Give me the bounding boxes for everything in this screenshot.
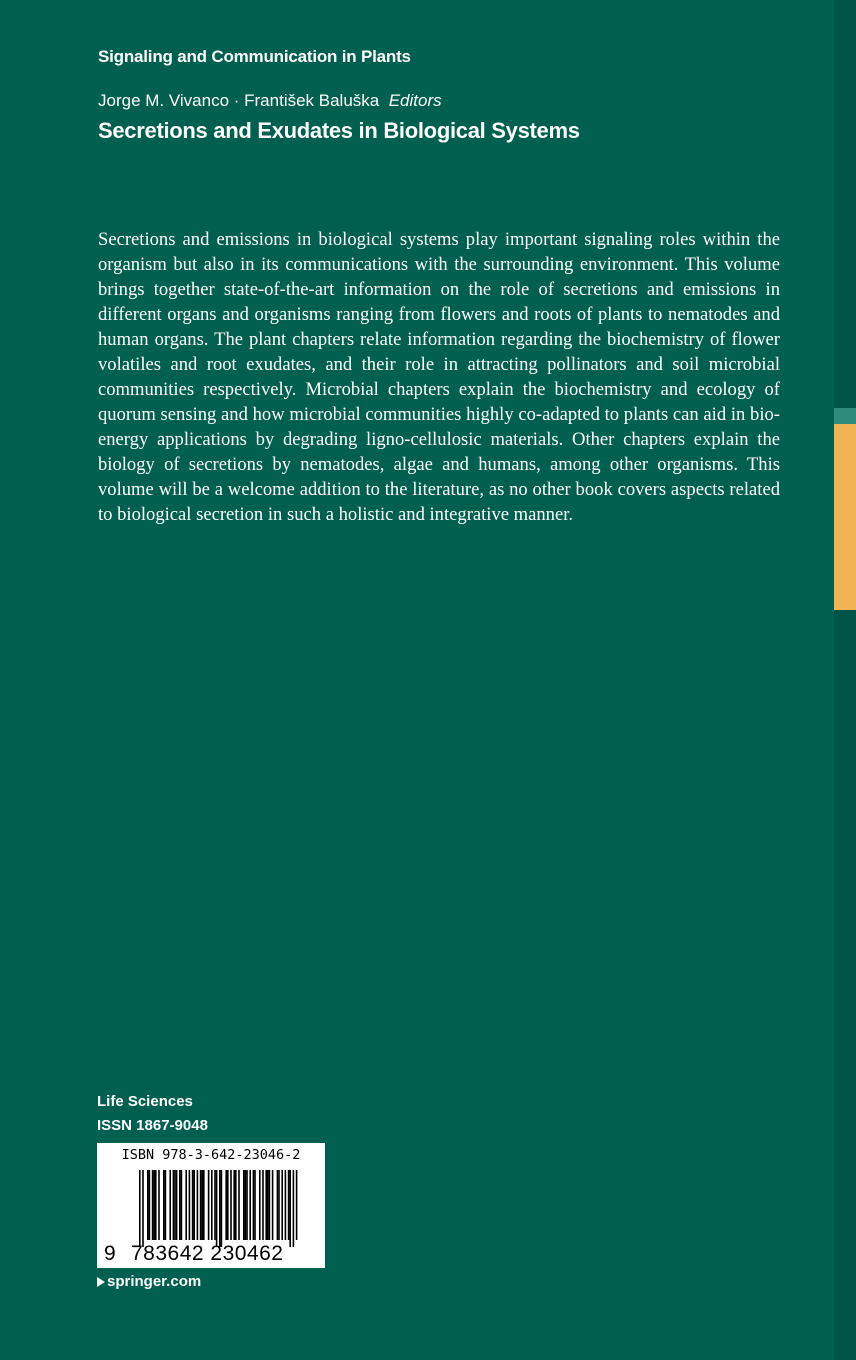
arrow-right-icon (97, 1277, 105, 1287)
publisher-link[interactable] (97, 1273, 201, 1290)
book-title: Secretions and Exudates in Biological Systems (98, 118, 580, 143)
editors-role (384, 91, 442, 110)
spine-stripe-teal (834, 408, 856, 424)
editors-names: Jorge M. Vivanco · František Baluška (98, 91, 380, 110)
subject-category: Life Sciences (97, 1093, 193, 1110)
book-description: Secretions and emissions in biological systems play important signaling roles within the organism but also in its communications with the surrounding environment. This volume brings together state-of-the-art information on the role of secretions and emissions in different organs and organisms ranging from flowers and roots of plants to nematodes and human organs. The plant chapters relate information regarding the biochemistry of flower volatiles and root exudates, and their role in attracting pollinators and soil microbial communities respectively. Microbial chapters explain the biochemistry and ecology of quorum sensing and how microbial communities highly co-adapted to plants can aid in bio-energy applications by degrading ligno-cellulosic materials. Other chapters explain the biology of secretions by nematodes, algae and humans, among other organisms. This volume will be a welcome addition to the literature, as no other book covers aspects related to biological secretion in such a holistic and integrative manner. (98, 229, 780, 525)
editors-role-text: Editors (388, 91, 442, 110)
isbn-barcode (97, 1143, 325, 1268)
barcode-first-digit: 9 (104, 1242, 116, 1265)
barcode-digits: 783642 230462 (131, 1242, 284, 1265)
editors-line (98, 91, 442, 111)
series-title: Signaling and Communication in Plants (98, 47, 411, 66)
issn-number: ISSN 1867-9048 (97, 1117, 208, 1134)
spine-edge (834, 0, 856, 1360)
isbn-label: ISBN 978-3-642-23046-2 (121, 1147, 301, 1163)
spine-stripe-gold (834, 424, 856, 610)
publisher-url: springer.com (107, 1273, 202, 1290)
